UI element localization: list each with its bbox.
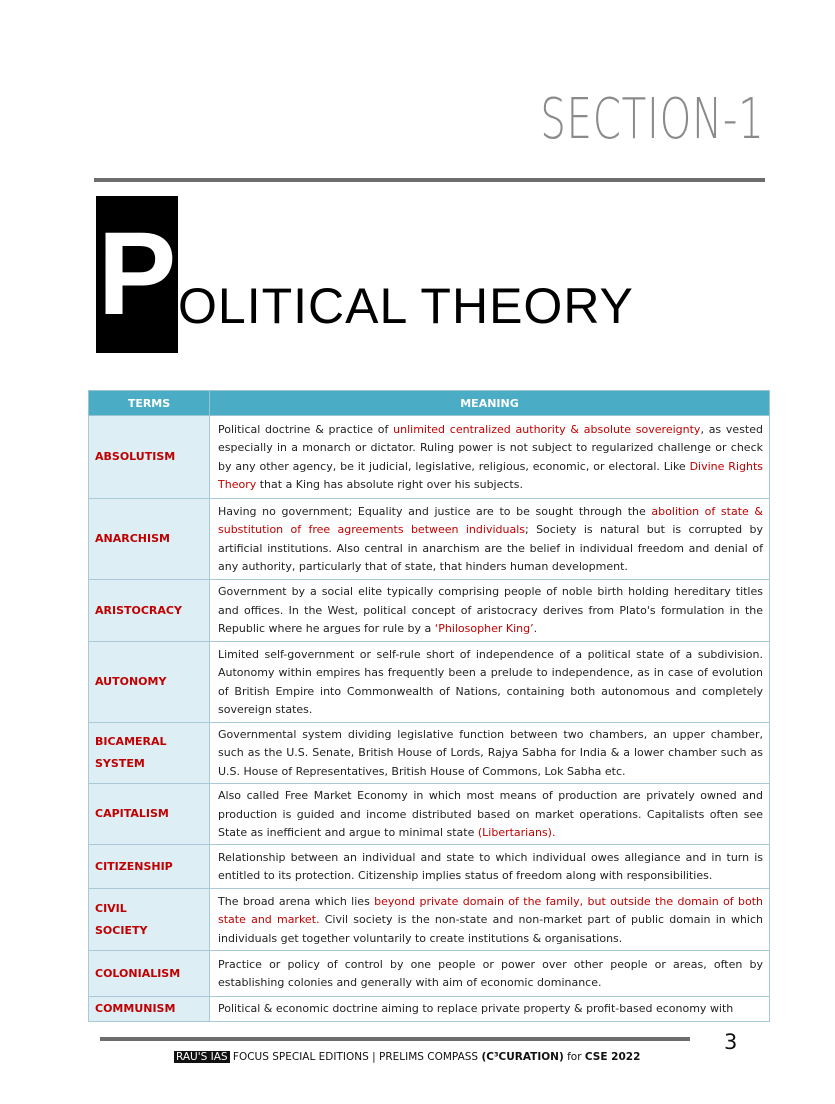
term-label: AUTONOMY <box>95 675 167 688</box>
term-label: ANARCHISM <box>95 532 170 545</box>
meaning-highlight: unlimited centralized authority & absolute sovereignty <box>393 422 701 436</box>
page-number: 3 <box>724 1030 738 1054</box>
meaning-text: Relationship between an individual and state to which individual owes allegiance and in turn is entitled to its protection. Citizenship implies status of freedom along with responsibilities. <box>218 851 763 883</box>
meaning-cell <box>210 845 770 889</box>
footer-brand: RAU'S IAS <box>176 1051 228 1063</box>
table-row <box>89 889 770 951</box>
meaning-text: , as vested especially in a monarch or dictator. Ruling power is not subject to regularized challenge or check by any other agency, be it judicial, legislative, religious, economic, or electoral. Like <box>218 422 763 473</box>
term-label: SYSTEM <box>95 757 145 771</box>
footer-exam: CSE 2022 <box>584 1051 641 1063</box>
footer-for: for <box>563 1051 585 1063</box>
table-row <box>89 784 770 845</box>
footer-text: FOCUS SPECIAL EDITIONS | PRELIMS COMPASS <box>229 1051 482 1063</box>
table-row <box>89 416 770 499</box>
meaning-cell <box>210 642 770 723</box>
meaning-highlight: abolition of state & substitution of free agreements between individuals <box>218 504 763 537</box>
meaning-text: Civil society is the non-state and non-market part of public domain in which individuals get together voluntarily to create institutions & organisations. <box>218 913 763 945</box>
term-label: COMMUNISM <box>95 1002 176 1016</box>
term-cell <box>89 889 210 951</box>
terms-body <box>89 416 770 1022</box>
meaning-text: The broad arena which lies <box>218 894 375 908</box>
meaning-cell <box>210 997 770 1021</box>
footer-curation: (C³CURATION) <box>481 1051 564 1063</box>
term-cell <box>89 499 210 580</box>
meaning-text: Political doctrine & practice of <box>218 422 394 436</box>
term-cell <box>89 416 210 499</box>
term-cell <box>89 845 210 889</box>
terms-table <box>88 390 770 1022</box>
top-rule <box>94 178 765 182</box>
table-row <box>89 580 770 642</box>
meaning-cell <box>210 951 770 997</box>
term-label: SOCIETY <box>95 923 148 937</box>
table-row <box>89 997 770 1021</box>
term-cell <box>89 642 210 723</box>
term-label: ARISTOCRACY <box>95 603 182 617</box>
meaning-highlight: beyond private domain of the family, but outside the domain of both state and market. <box>218 894 763 927</box>
meaning-text: Political & economic doctrine aiming to replace private property & profit-based economy with <box>218 1002 734 1016</box>
table-row <box>89 845 770 889</box>
term-cell <box>89 951 210 997</box>
meaning-text: Having no government; Equality and justice are to be sought through the <box>218 504 652 518</box>
meaning-highlight: (Libertarians). <box>477 826 556 840</box>
table-row <box>89 642 770 723</box>
footer-rule <box>100 1037 690 1041</box>
meaning-text: ; Society is natural but is corrupted by artificial institutions. Also central in anarchism are the belief in individual freedom and denial of any authority, particularly that of state, that hinders human development. <box>218 523 763 573</box>
header-meaning: MEANING <box>210 391 770 416</box>
meaning-text: Limited self-government or self-rule short of independence of a political state of a subdivision. Autonomy within empires has frequently been a prelude to independence, as in case of evolution of British Empire into Commonwealth of Nations, containing both autonomous and completely sovereign states. <box>218 647 763 716</box>
title-text: OLITICAL THEORY <box>178 278 634 334</box>
meaning-text: Governmental system dividing legislative function between two chambers, an upper chamber, such as the U.S. Senate, British House of Lords, Rajya Sabha for India & a lower chamber such as U.S. House of Representatives, British House of Commons, Lok Sabha etc. <box>218 728 763 778</box>
footer <box>174 1051 640 1063</box>
meaning-text: Practice or policy of control by one people or power over other people or areas, often by establishing colonies and generally with aim of economic dominance. <box>218 958 763 990</box>
meaning-text: . <box>533 622 538 636</box>
term-label: COLONIALISM <box>95 966 181 980</box>
term-label: CITIZENSHIP <box>95 859 173 873</box>
meaning-cell <box>210 784 770 845</box>
table-row <box>89 723 770 784</box>
term-label: CAPITALISM <box>95 807 169 821</box>
title-dropcap: P <box>96 196 178 353</box>
term-label: CIVIL <box>95 901 127 915</box>
meaning-highlight: Divine Rights Theory <box>218 459 763 491</box>
term-cell <box>89 784 210 845</box>
term-label: BICAMERAL <box>95 735 167 749</box>
term-label: ABSOLUTISM <box>95 450 176 463</box>
term-cell <box>89 997 210 1021</box>
meaning-cell <box>210 499 770 580</box>
meaning-highlight: ‘Philosopher King’ <box>434 622 534 636</box>
meaning-text: Also called Free Market Economy in which most means of production are privately owned and production is guided and income distributed based on market operations. Capitalists often see State as inefficient and argue to minimal state <box>218 789 763 840</box>
meaning-text: Government by a social elite typically comprising people of noble birth holding hereditary titles and offices. In the West, political concept of aristocracy derives from Plato's formulation in the Republic where he argues for rule by a <box>218 585 763 636</box>
term-cell <box>89 723 210 784</box>
meaning-cell <box>210 723 770 784</box>
term-cell <box>89 580 210 642</box>
meaning-text: that a King has absolute right over his subjects. <box>256 477 523 491</box>
table-row <box>89 951 770 997</box>
meaning-cell <box>210 416 770 499</box>
section-heading: SECTION-1 <box>540 87 765 152</box>
meaning-cell <box>210 889 770 951</box>
header-terms: TERMS <box>89 391 210 416</box>
table-row <box>89 499 770 580</box>
table-header-row <box>89 391 770 416</box>
meaning-cell <box>210 580 770 642</box>
